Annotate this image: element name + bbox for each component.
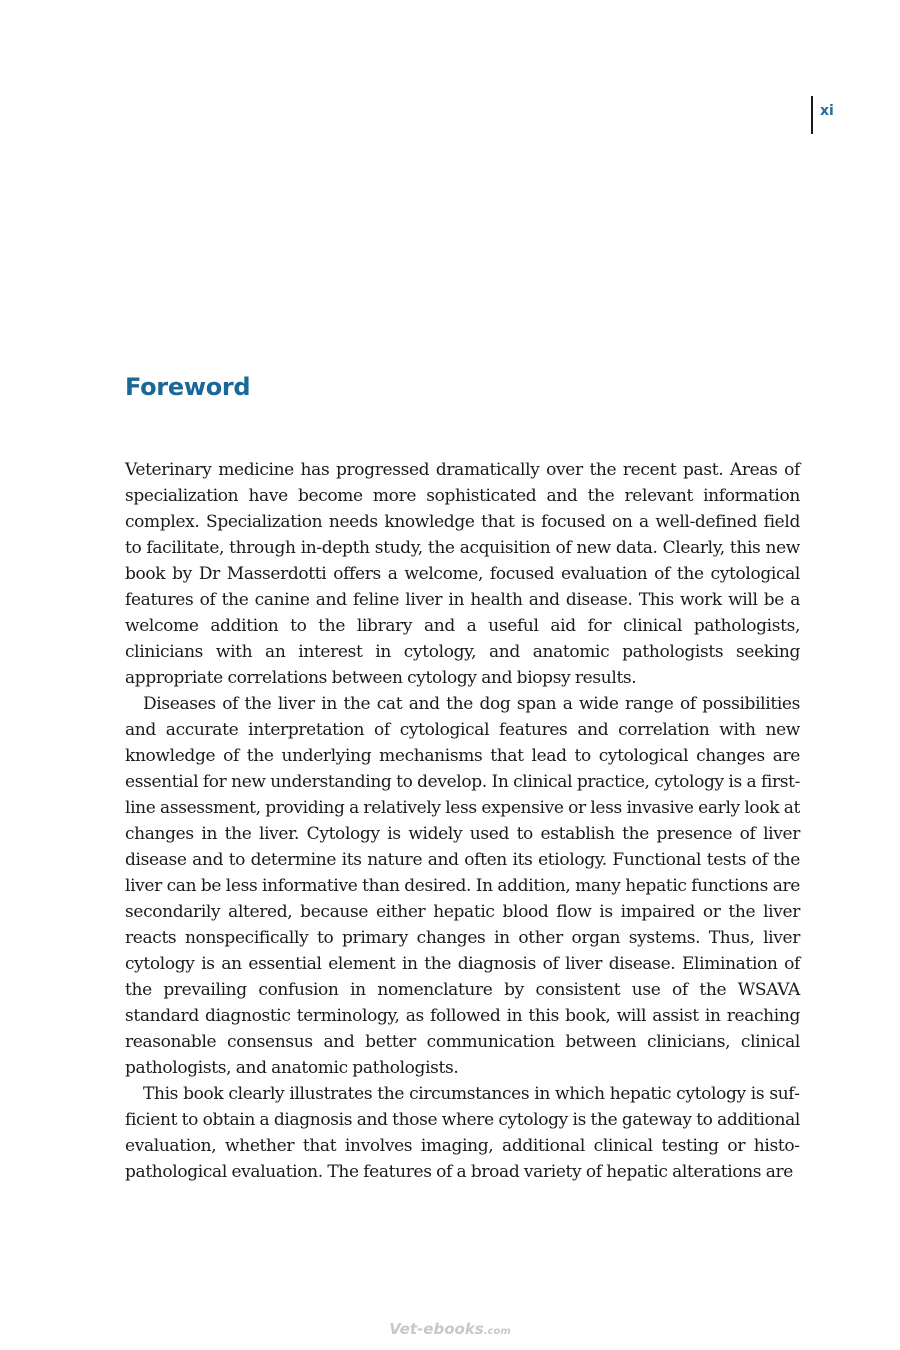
page-number-marker (811, 96, 834, 134)
page-number: xi (820, 103, 834, 119)
paragraph-3: This book clearly illustrates the circumstances in which hepatic cytology is sufficient to obtain a diagnosis and those where cytology is the gateway to additional evaluation, whether that involves imaging, additional clinical testing or histopathological evaluation. The features of a broad variety of hepatic alterations are (125, 1084, 800, 1182)
watermark-main-text: Vet-ebooks (389, 1320, 484, 1338)
paragraph-1: Veterinary medicine has progressed dramatically over the recent past. Areas of specialization have become more sophisticated and the relevant information complex. Specialization needs knowledge that is focused on a well-defined field to facilitate, through in-depth study, the acquisition of new data. Clearly, this new book by Dr Masserdotti offers a welcome, focused evaluation of the cytological features of the canine and feline liver in health and disease. This work will be a welcome addition to the library and a useful aid for clinical pathologists, clinicians with an interest in cytology, and anatomic pathologists seeking appropriate correlations between cytology and biopsy results. (125, 460, 800, 688)
chapter-title: Foreword (125, 373, 251, 401)
watermark-domain-suffix: .com (483, 1326, 511, 1337)
body-text (125, 457, 800, 1185)
watermark-logo (0, 1320, 900, 1338)
paragraph-2: Diseases of the liver in the cat and the dog span a wide range of possibilities and accurate interpretation of cytological features and correlation with new knowledge of the underlying mechanisms that lead to cytological changes are essential for new understanding to develop. In clinical practice, cytology is a first-line assessment, providing a relatively less expensive or less invasive early look at changes in the liver. Cytology is widely used to establish the presence of liver disease and to determine its nature and often its etiology. Functional tests of the liver can be less informative than desired. In addition, many hepatic functions are secondarily altered, because either hepatic blood flow is impaired or the liver reacts nonspecifically to primary changes in other organ systems. Thus, liver cytology is an essential element in the diagnosis of liver disease. Elimination of the prevailing confusion in nomenclature by consistent use of the WSAVA standard diagnostic terminology, as followed in this book, will assist in reaching reasonable consensus and better communication between clinicians, clinical pathologists, and anatomic pathologists. (125, 694, 800, 1078)
